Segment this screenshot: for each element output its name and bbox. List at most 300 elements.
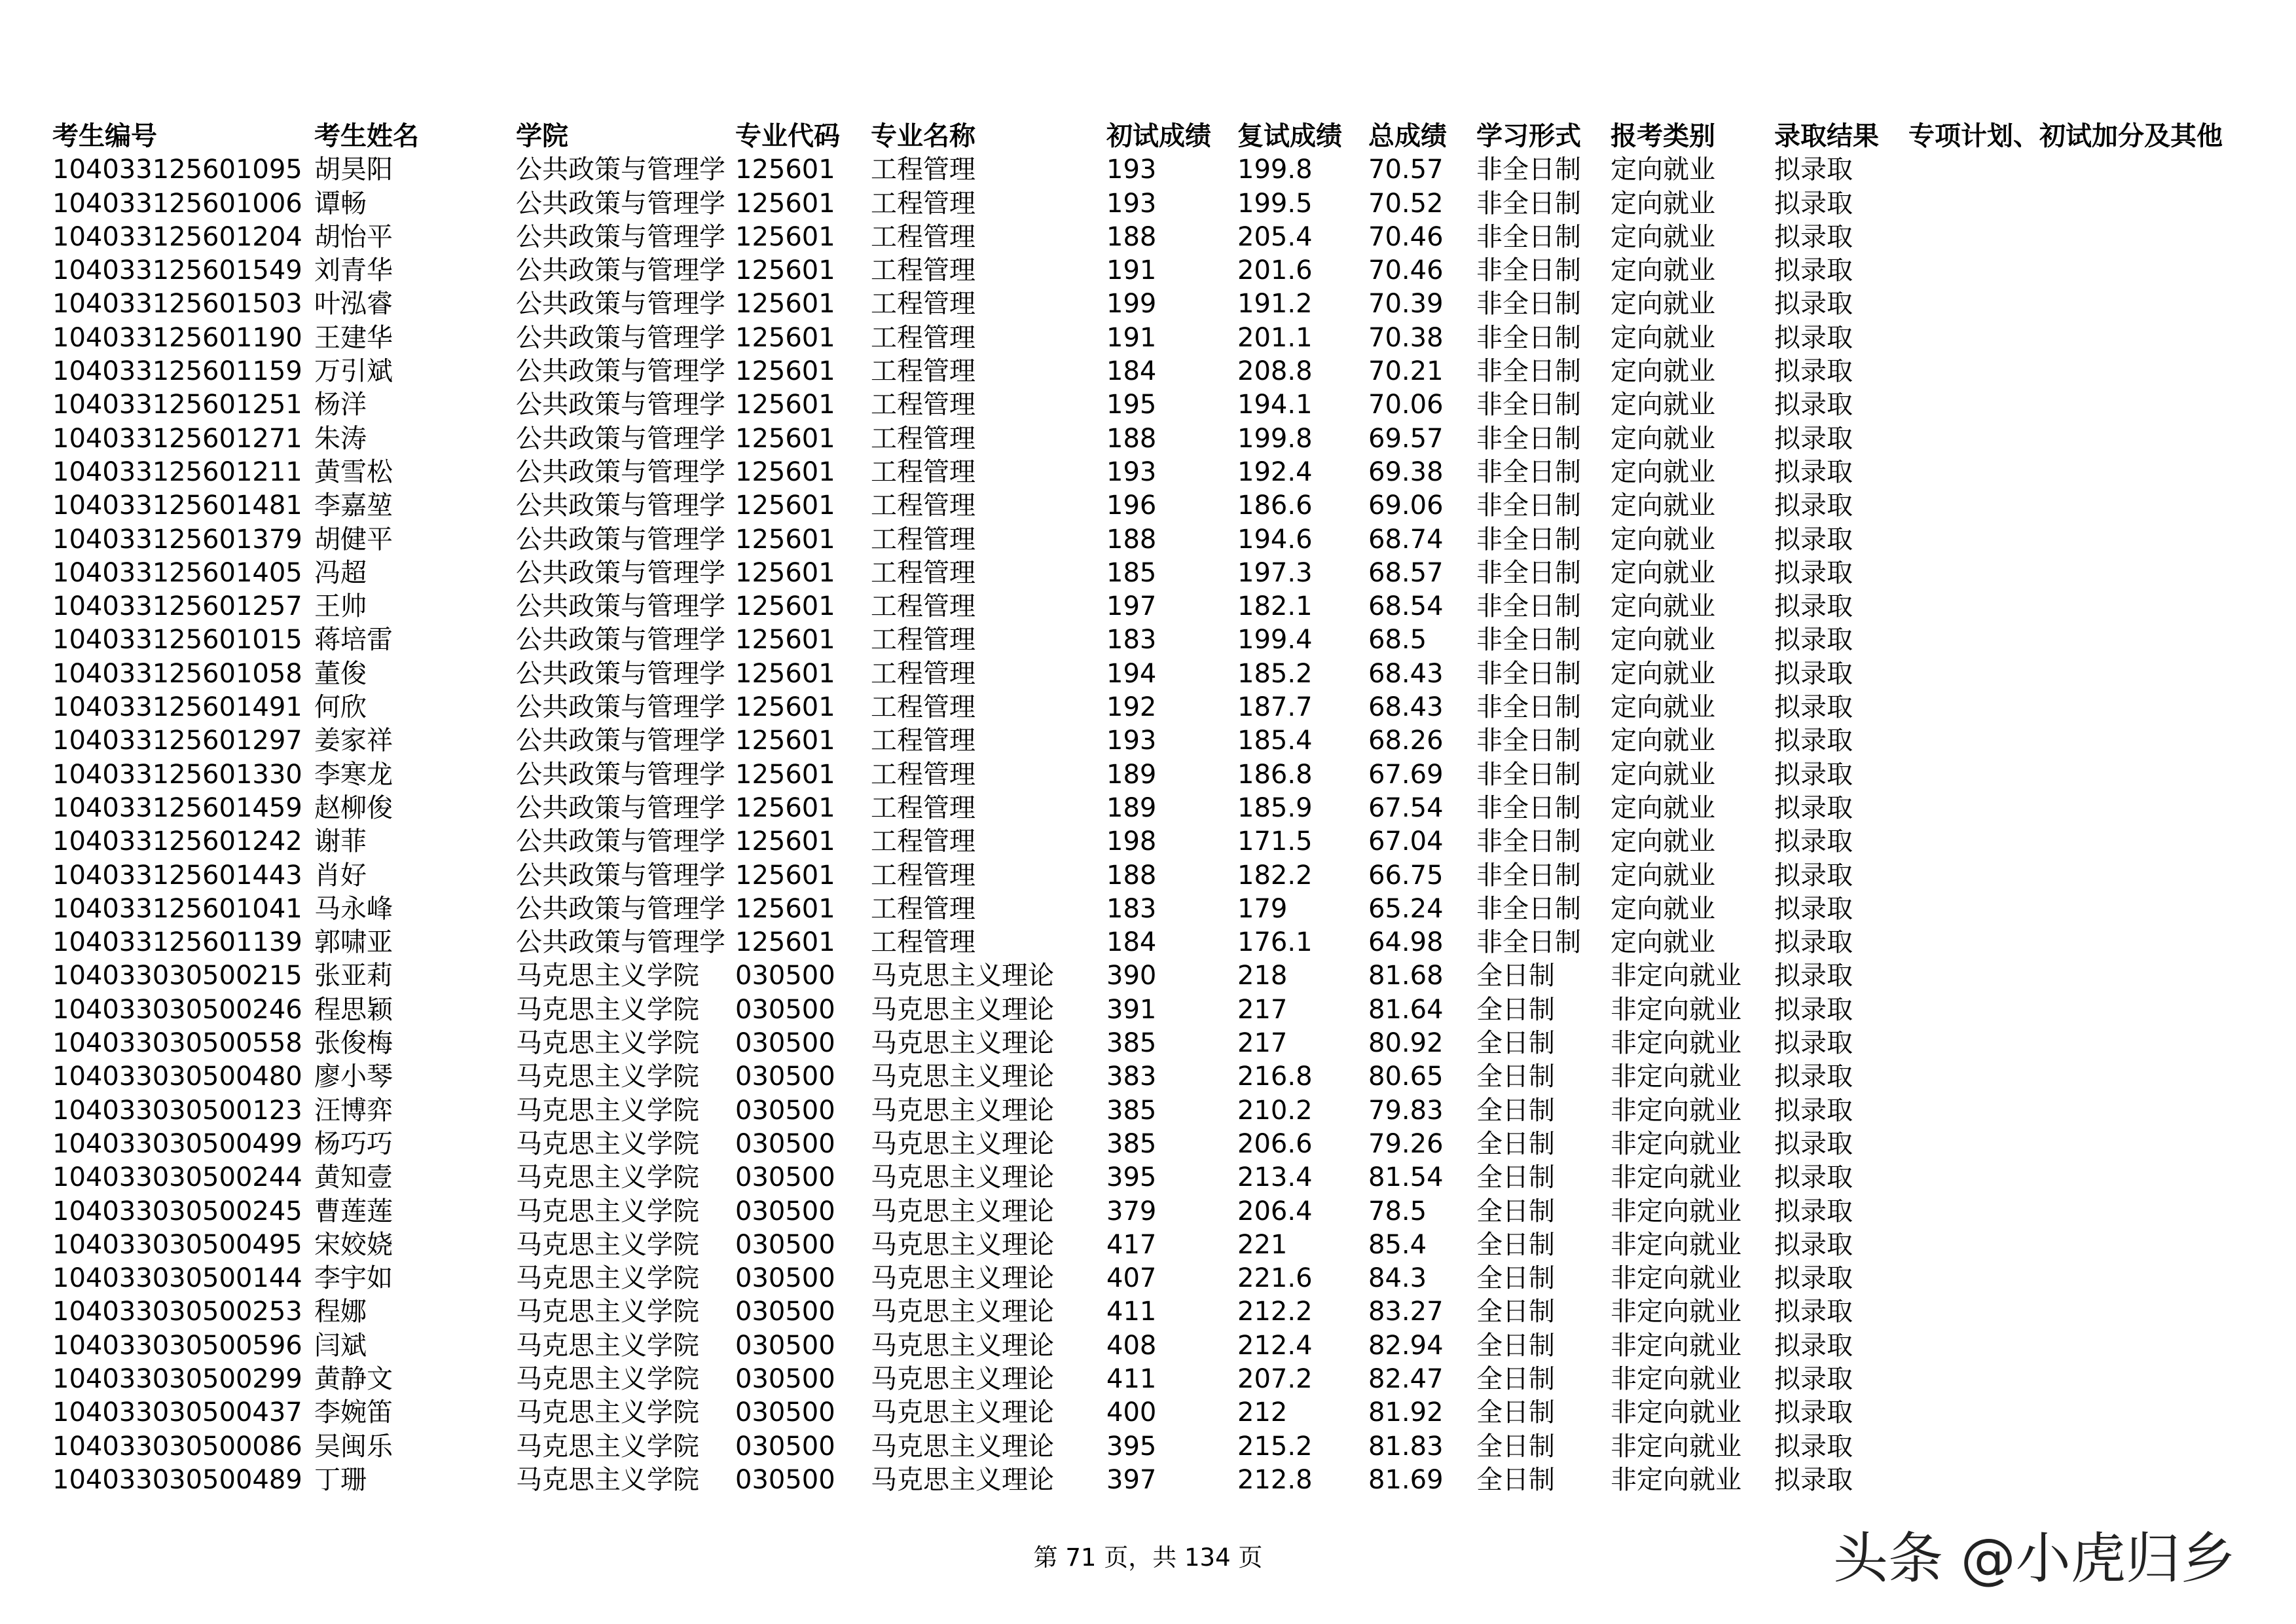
- table-cell: 叶泓睿: [314, 289, 393, 320]
- table-cell: 公共政策与管理学: [516, 524, 725, 555]
- table-cell: 125601: [735, 557, 835, 588]
- table-cell: 公共政策与管理学: [516, 322, 725, 353]
- table-row: [52, 859, 2275, 893]
- table-cell: 公共政策与管理学: [516, 658, 725, 689]
- table-cell: 拟录取: [1774, 860, 1853, 891]
- table-cell: 定向就业: [1611, 860, 1715, 891]
- table-cell: 非定向就业: [1611, 1363, 1741, 1394]
- table-cell: 工程管理: [871, 759, 975, 790]
- table-cell: 185.9: [1237, 792, 1313, 823]
- table-cell: 125601: [735, 792, 835, 823]
- table-cell: 工程管理: [871, 255, 975, 286]
- table-cell: 拟录取: [1774, 1095, 1853, 1126]
- table-cell: 125601: [735, 188, 835, 219]
- table-cell: 213.4: [1237, 1162, 1313, 1193]
- table-cell: 104033125601242: [52, 826, 302, 857]
- table-cell: 非全日制: [1476, 591, 1581, 622]
- table-cell: 非全日制: [1476, 860, 1581, 891]
- table-cell: 定向就业: [1611, 557, 1715, 588]
- table-cell: 马克思主义理论: [871, 1061, 1054, 1092]
- table-row: [52, 993, 2275, 1027]
- table-cell: 196: [1106, 490, 1157, 521]
- table-row: [52, 1027, 2275, 1060]
- table-cell: 68.43: [1368, 658, 1444, 689]
- table-cell: 拟录取: [1774, 1431, 1853, 1462]
- table-cell: 104033125601095: [52, 155, 302, 185]
- table-cell: 拟录取: [1774, 1128, 1853, 1159]
- table-cell: 030500: [735, 1397, 835, 1428]
- table-cell: 全日制: [1476, 1061, 1555, 1092]
- table-cell: 定向就业: [1611, 759, 1715, 790]
- table-cell: 定向就业: [1611, 390, 1715, 420]
- table-cell: 194.1: [1237, 390, 1313, 420]
- table-cell: 104033030500480: [52, 1061, 302, 1092]
- table-cell: 104033125601015: [52, 625, 302, 655]
- table-cell: [1908, 254, 2275, 287]
- table-cell: 马克思主义理论: [871, 1397, 1054, 1428]
- table-row: [52, 456, 2275, 489]
- table-cell: 104033030500596: [52, 1330, 302, 1361]
- table-cell: [1908, 1363, 2275, 1396]
- table-cell: 王建华: [314, 322, 393, 353]
- table-cell: 廖小琴: [314, 1061, 393, 1092]
- table-cell: 工程管理: [871, 456, 975, 487]
- table-cell: 马克思主义学院: [516, 1330, 699, 1361]
- table-cell: 拟录取: [1774, 390, 1853, 420]
- table-cell: [1908, 322, 2275, 355]
- table-cell: [1908, 590, 2275, 623]
- table-cell: [1908, 926, 2275, 959]
- table-cell: 104033125601330: [52, 759, 302, 790]
- table-cell: 193: [1106, 155, 1157, 185]
- table-cell: 程娜: [314, 1297, 367, 1327]
- table-cell: 非全日制: [1476, 927, 1581, 958]
- table-cell: 黄静文: [314, 1363, 393, 1394]
- table-cell: 拟录取: [1774, 792, 1853, 823]
- table-cell: 马克思主义学院: [516, 1028, 699, 1059]
- table-cell: 104033125601459: [52, 792, 302, 823]
- table-cell: 全日制: [1476, 1464, 1555, 1495]
- table-cell: 68.43: [1368, 692, 1444, 723]
- table-cell: 217: [1237, 994, 1288, 1025]
- table-cell: 马克思主义理论: [871, 1128, 1054, 1159]
- table-cell: 定向就业: [1611, 826, 1715, 857]
- table-cell: 66.75: [1368, 860, 1444, 891]
- table-cell: 81.69: [1368, 1464, 1444, 1495]
- table-cell: 拟录取: [1774, 1464, 1853, 1495]
- table-cell: 408: [1106, 1330, 1157, 1361]
- table-cell: 非全日制: [1476, 289, 1581, 320]
- table-cell: 公共政策与管理学: [516, 255, 725, 286]
- table-cell: 83.27: [1368, 1297, 1444, 1327]
- table-cell: 定向就业: [1611, 726, 1715, 756]
- table-cell: [1908, 1295, 2275, 1329]
- table-row: [52, 1228, 2275, 1262]
- table-cell: 030500: [735, 961, 835, 991]
- table-cell: 拟录取: [1774, 826, 1853, 857]
- table-cell: 非全日制: [1476, 524, 1581, 555]
- admission-table: [52, 120, 2275, 1497]
- table-cell: 非定向就业: [1611, 1431, 1741, 1462]
- table-row: [52, 422, 2275, 456]
- table-cell: 67.69: [1368, 759, 1444, 790]
- table-cell: 全日制: [1476, 1363, 1555, 1394]
- column-header: 学院: [516, 121, 568, 151]
- table-cell: 67.04: [1368, 826, 1444, 857]
- table-cell: 104033030500489: [52, 1464, 302, 1495]
- table-cell: 马克思主义学院: [516, 961, 699, 991]
- table-row: [52, 825, 2275, 858]
- table-cell: [1908, 489, 2275, 523]
- table-cell: 80.65: [1368, 1061, 1444, 1092]
- table-cell: 工程管理: [871, 625, 975, 655]
- table-cell: [1908, 1161, 2275, 1194]
- table-cell: 81.54: [1368, 1162, 1444, 1193]
- table-cell: 104033125601443: [52, 860, 302, 891]
- table-cell: 030500: [735, 1297, 835, 1327]
- table-cell: 70.06: [1368, 390, 1444, 420]
- table-cell: [1908, 1094, 2275, 1128]
- table-cell: 030500: [735, 994, 835, 1025]
- table-cell: 马克思主义学院: [516, 1363, 699, 1394]
- table-cell: 李婉笛: [314, 1397, 393, 1428]
- table-cell: 125601: [735, 927, 835, 958]
- table-cell: 全日制: [1476, 1431, 1555, 1462]
- table-cell: [1908, 422, 2275, 456]
- table-cell: 郭啸亚: [314, 927, 393, 958]
- table-cell: 385: [1106, 1095, 1157, 1126]
- table-cell: 非全日制: [1476, 390, 1581, 420]
- table-cell: 193: [1106, 456, 1157, 487]
- table-cell: 非定向就业: [1611, 994, 1741, 1025]
- table-cell: 拟录取: [1774, 155, 1853, 185]
- table-cell: 104033125601491: [52, 692, 302, 723]
- table-cell: [1908, 523, 2275, 557]
- table-cell: 定向就业: [1611, 356, 1715, 387]
- column-header: 专业代码: [735, 121, 840, 151]
- table-cell: 201.6: [1237, 255, 1313, 286]
- table-cell: 公共政策与管理学: [516, 490, 725, 521]
- table-cell: 125601: [735, 625, 835, 655]
- table-cell: 工程管理: [871, 591, 975, 622]
- table-cell: 汪博弈: [314, 1095, 393, 1126]
- table-cell: 拟录取: [1774, 692, 1853, 723]
- table-cell: 030500: [735, 1095, 835, 1126]
- table-cell: 拟录取: [1774, 356, 1853, 387]
- table-cell: 李宇如: [314, 1263, 393, 1294]
- table-cell: 马克思主义学院: [516, 1431, 699, 1462]
- table-cell: 定向就业: [1611, 591, 1715, 622]
- table-cell: 公共政策与管理学: [516, 456, 725, 487]
- table-cell: 工程管理: [871, 726, 975, 756]
- table-cell: 工程管理: [871, 557, 975, 588]
- table-cell: [1908, 557, 2275, 590]
- table-row: [52, 1464, 2275, 1497]
- table-cell: 公共政策与管理学: [516, 557, 725, 588]
- table-cell: 定向就业: [1611, 893, 1715, 924]
- table-cell: 姜家祥: [314, 726, 393, 756]
- table-cell: 383: [1106, 1061, 1157, 1092]
- table-cell: 全日制: [1476, 1162, 1555, 1193]
- table-cell: 马克思主义理论: [871, 1297, 1054, 1327]
- table-cell: 81.64: [1368, 994, 1444, 1025]
- table-cell: 208.8: [1237, 356, 1313, 387]
- table-cell: 工程管理: [871, 221, 975, 252]
- table-cell: 104033030500086: [52, 1431, 302, 1462]
- table-cell: 194: [1106, 658, 1157, 689]
- table-cell: 马克思主义学院: [516, 1397, 699, 1428]
- table-cell: 工程管理: [871, 155, 975, 185]
- table-cell: 197: [1106, 591, 1157, 622]
- table-cell: 工程管理: [871, 692, 975, 723]
- table-cell: 379: [1106, 1196, 1157, 1227]
- table-cell: 马克思主义理论: [871, 1229, 1054, 1260]
- table-cell: 工程管理: [871, 893, 975, 924]
- table-cell: 黄知壹: [314, 1162, 393, 1193]
- table-cell: 030500: [735, 1464, 835, 1495]
- table-cell: 丁珊: [314, 1464, 367, 1495]
- table-cell: 工程管理: [871, 658, 975, 689]
- table-cell: 定向就业: [1611, 188, 1715, 219]
- table-cell: 非定向就业: [1611, 1397, 1741, 1428]
- table-cell: [1908, 287, 2275, 321]
- table-cell: 183: [1106, 625, 1157, 655]
- table-cell: 非定向就业: [1611, 1330, 1741, 1361]
- table-cell: 拟录取: [1774, 1397, 1853, 1428]
- table-cell: 非全日制: [1476, 155, 1581, 185]
- table-cell: 马克思主义理论: [871, 994, 1054, 1025]
- column-header: 专项计划、初试加分及其他: [1908, 121, 2223, 151]
- table-cell: 拟录取: [1774, 994, 1853, 1025]
- table-cell: 104033125601405: [52, 557, 302, 588]
- table-cell: 马克思主义理论: [871, 1330, 1054, 1361]
- table-cell: 125601: [735, 826, 835, 857]
- table-row: [52, 1295, 2275, 1329]
- table-cell: 全日制: [1476, 1229, 1555, 1260]
- table-cell: 非全日制: [1476, 456, 1581, 487]
- table-cell: 104033125601251: [52, 390, 302, 420]
- table-cell: [1908, 355, 2275, 388]
- table-row: [52, 926, 2275, 959]
- table-cell: 非全日制: [1476, 625, 1581, 655]
- table-cell: 马克思主义理论: [871, 1162, 1054, 1193]
- table-cell: 公共政策与管理学: [516, 893, 725, 924]
- table-cell: 马克思主义学院: [516, 1095, 699, 1126]
- table-cell: 199.4: [1237, 625, 1313, 655]
- table-cell: 030500: [735, 1330, 835, 1361]
- table-cell: 189: [1106, 759, 1157, 790]
- table-cell: 非全日制: [1476, 188, 1581, 219]
- table-cell: 马克思主义学院: [516, 1464, 699, 1495]
- table-cell: 拟录取: [1774, 322, 1853, 353]
- table-cell: 非全日制: [1476, 792, 1581, 823]
- table-cell: [1908, 691, 2275, 724]
- table-cell: 工程管理: [871, 792, 975, 823]
- table-cell: 194.6: [1237, 524, 1313, 555]
- table-cell: 183: [1106, 893, 1157, 924]
- table-cell: 公共政策与管理学: [516, 792, 725, 823]
- table-cell: 胡怡平: [314, 221, 393, 252]
- table-row: [52, 1060, 2275, 1094]
- table-cell: 68.57: [1368, 557, 1444, 588]
- table-cell: 非全日制: [1476, 221, 1581, 252]
- table-cell: 385: [1106, 1028, 1157, 1059]
- table-cell: 70.57: [1368, 155, 1444, 185]
- table-cell: 104033125601211: [52, 456, 302, 487]
- table-cell: 公共政策与管理学: [516, 860, 725, 891]
- column-header: 复试成绩: [1237, 121, 1342, 151]
- table-cell: 吴闽乐: [314, 1431, 393, 1462]
- table-cell: 定向就业: [1611, 322, 1715, 353]
- table-cell: [1908, 758, 2275, 792]
- table-cell: 199: [1106, 289, 1157, 320]
- table-cell: 68.54: [1368, 591, 1444, 622]
- table-cell: 030500: [735, 1263, 835, 1294]
- watermark: 头条 @小虎归乡: [1833, 1526, 2236, 1591]
- table-cell: 工程管理: [871, 322, 975, 353]
- table-cell: 411: [1106, 1297, 1157, 1327]
- table-cell: 193: [1106, 188, 1157, 219]
- table-cell: 212.4: [1237, 1330, 1313, 1361]
- table-row: [52, 893, 2275, 926]
- table-cell: 104033125601549: [52, 255, 302, 286]
- table-cell: 李寒龙: [314, 759, 393, 790]
- table-cell: 104033125601006: [52, 188, 302, 219]
- table-cell: 冯超: [314, 557, 367, 588]
- table-cell: 马克思主义理论: [871, 961, 1054, 991]
- table-cell: 215.2: [1237, 1431, 1313, 1462]
- column-header: 考生姓名: [314, 121, 419, 151]
- table-cell: [1908, 623, 2275, 657]
- table-cell: 125601: [735, 524, 835, 555]
- table-cell: [1908, 959, 2275, 993]
- table-cell: [1908, 859, 2275, 893]
- table-cell: 谭畅: [314, 188, 367, 219]
- table-cell: 工程管理: [871, 289, 975, 320]
- table-cell: 马永峰: [314, 893, 393, 924]
- table-cell: 030500: [735, 1196, 835, 1227]
- table-cell: 工程管理: [871, 490, 975, 521]
- table-cell: 390: [1106, 961, 1157, 991]
- table-cell: 非全日制: [1476, 759, 1581, 790]
- table-cell: 185: [1106, 557, 1157, 588]
- table-cell: 104033030500558: [52, 1028, 302, 1059]
- table-cell: 104033125601379: [52, 524, 302, 555]
- table-cell: [1908, 221, 2275, 254]
- table-cell: 186.6: [1237, 490, 1313, 521]
- table-cell: 125601: [735, 658, 835, 689]
- table-cell: 198: [1106, 826, 1157, 857]
- table-cell: [1908, 1195, 2275, 1228]
- table-cell: 218: [1237, 961, 1288, 991]
- table-cell: 125601: [735, 356, 835, 387]
- table-cell: 宋姣娆: [314, 1229, 393, 1260]
- table-cell: 125601: [735, 423, 835, 454]
- table-cell: [1908, 1262, 2275, 1295]
- table-cell: 385: [1106, 1128, 1157, 1159]
- table-cell: 70.39: [1368, 289, 1444, 320]
- table-cell: 104033125601159: [52, 356, 302, 387]
- table-cell: 公共政策与管理学: [516, 289, 725, 320]
- table-cell: [1908, 1128, 2275, 1161]
- table-cell: 拟录取: [1774, 1297, 1853, 1327]
- table-cell: 拟录取: [1774, 1162, 1853, 1193]
- table-cell: 胡昊阳: [314, 155, 393, 185]
- table-cell: 192.4: [1237, 456, 1313, 487]
- table-cell: 182.1: [1237, 591, 1313, 622]
- table-row: [52, 187, 2275, 221]
- table-cell: 395: [1106, 1431, 1157, 1462]
- table-cell: 84.3: [1368, 1263, 1427, 1294]
- table-cell: 104033125601058: [52, 658, 302, 689]
- table-cell: 工程管理: [871, 826, 975, 857]
- table-cell: 非全日制: [1476, 893, 1581, 924]
- table-cell: 定向就业: [1611, 524, 1715, 555]
- table-cell: 拟录取: [1774, 893, 1853, 924]
- table-cell: 70.21: [1368, 356, 1444, 387]
- table-row: [52, 355, 2275, 388]
- table-cell: 104033125601139: [52, 927, 302, 958]
- table-cell: 马克思主义学院: [516, 1162, 699, 1193]
- table-cell: 拟录取: [1774, 1363, 1853, 1394]
- table-cell: 拟录取: [1774, 625, 1853, 655]
- table-cell: [1908, 153, 2275, 187]
- table-cell: 公共政策与管理学: [516, 188, 725, 219]
- table-cell: 拟录取: [1774, 289, 1853, 320]
- table-cell: 定向就业: [1611, 456, 1715, 487]
- table-cell: 104033030500253: [52, 1297, 302, 1327]
- table-cell: 411: [1106, 1363, 1157, 1394]
- table-cell: 186.8: [1237, 759, 1313, 790]
- table-cell: 全日制: [1476, 1397, 1555, 1428]
- column-header: 专业名称: [871, 121, 975, 151]
- table-cell: 217: [1237, 1028, 1288, 1059]
- table-cell: 407: [1106, 1263, 1157, 1294]
- table-cell: [1908, 456, 2275, 489]
- table-cell: 185.4: [1237, 726, 1313, 756]
- table-cell: 201.1: [1237, 322, 1313, 353]
- table-cell: 397: [1106, 1464, 1157, 1495]
- table-cell: 非全日制: [1476, 726, 1581, 756]
- table-cell: 定向就业: [1611, 490, 1715, 521]
- table-cell: 公共政策与管理学: [516, 625, 725, 655]
- table-cell: 非全日制: [1476, 692, 1581, 723]
- table-cell: 何欣: [314, 692, 367, 723]
- table-cell: 188: [1106, 423, 1157, 454]
- table-cell: 王帅: [314, 591, 367, 622]
- column-header: 学习形式: [1476, 121, 1581, 151]
- table-cell: 工程管理: [871, 390, 975, 420]
- table-cell: 188: [1106, 221, 1157, 252]
- table-cell: [1908, 187, 2275, 221]
- table-cell: 125601: [735, 860, 835, 891]
- table-cell: 125601: [735, 390, 835, 420]
- table-cell: 199.8: [1237, 155, 1313, 185]
- table-row: [52, 758, 2275, 792]
- table-cell: 184: [1106, 927, 1157, 958]
- column-header: 考生编号: [52, 121, 157, 151]
- table-cell: 70.46: [1368, 221, 1444, 252]
- table-cell: [1908, 1228, 2275, 1262]
- table-cell: 70.38: [1368, 322, 1444, 353]
- table-cell: 030500: [735, 1128, 835, 1159]
- table-cell: 125601: [735, 456, 835, 487]
- table-cell: 104033030500244: [52, 1162, 302, 1193]
- page-footer: 第 71 页，共 134 页: [1033, 1543, 1263, 1572]
- table-cell: 蒋培雷: [314, 625, 393, 655]
- table-cell: 79.26: [1368, 1128, 1444, 1159]
- table-cell: 非全日制: [1476, 826, 1581, 857]
